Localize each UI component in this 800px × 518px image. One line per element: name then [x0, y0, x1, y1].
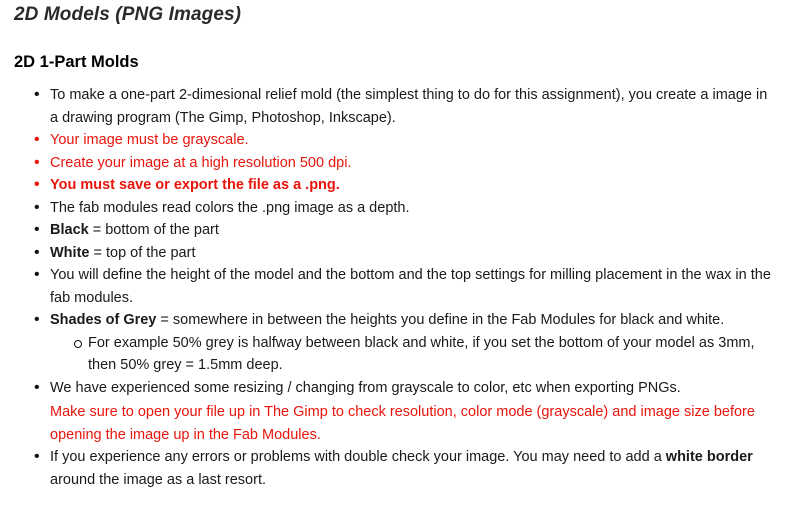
warning-note: Make sure to open your file up in The Gimp to check resolution, color mode (grayscale) and image size before opening the image up in the Fab Modules.: [50, 404, 755, 443]
list-item: [0, 264, 800, 309]
item-text: To make a one-part 2-dimesional relief mold (the simplest thing to do for this assignment), you create a image in a drawing program (The Gimp, Photoshop, Inkscape).: [50, 87, 768, 126]
list-item: [0, 309, 800, 377]
item-text: Your image must be grayscale.: [50, 132, 249, 148]
list-item: [0, 84, 800, 129]
item-term: Black: [50, 222, 89, 238]
list-item: [0, 242, 800, 265]
list-item: [0, 174, 800, 197]
sub-list-item: [50, 332, 776, 377]
item-term: white border: [665, 449, 753, 465]
item-text: We have experienced some resizing / changing from grayscale to color, etc when exporting PNGs.: [50, 379, 681, 396]
item-text: = somewhere in between the heights you define in the Fab Modules for black and white.: [156, 312, 725, 328]
instruction-list: [0, 84, 800, 491]
list-item: [0, 129, 800, 152]
list-item: [0, 446, 800, 491]
item-text: = top of the part: [89, 244, 196, 261]
section-heading: 2D 1-Part Molds: [14, 53, 139, 71]
item-text: = bottom of the part: [88, 222, 219, 238]
list-item: [0, 197, 800, 220]
item-term: White: [50, 244, 90, 261]
list-item: [0, 377, 800, 447]
item-text: The fab modules read colors the .png image as a depth.: [50, 199, 410, 216]
item-text: You must save or export the file as a .png.: [50, 177, 340, 193]
item-text: Create your image at a high resolution 500 dpi.: [50, 154, 352, 171]
item-text: You will define the height of the model and the bottom and the top settings for milling placement in the wax in the fab modules.: [50, 267, 771, 306]
list-item: [0, 152, 800, 175]
item-text: around the image as a last resort.: [50, 471, 267, 488]
sub-list: [50, 332, 776, 377]
item-text: For example 50% grey is halfway between black and white, if you set the bottom of your model as 3mm, then 50% grey = 1.5mm deep.: [88, 334, 755, 373]
list-item: [0, 219, 800, 242]
item-text: If you experience any errors or problems with double check your image. You may need to add a: [50, 449, 666, 465]
page-title: 2D Models (PNG Images): [14, 4, 242, 25]
item-term: Shades of Grey: [50, 312, 157, 328]
